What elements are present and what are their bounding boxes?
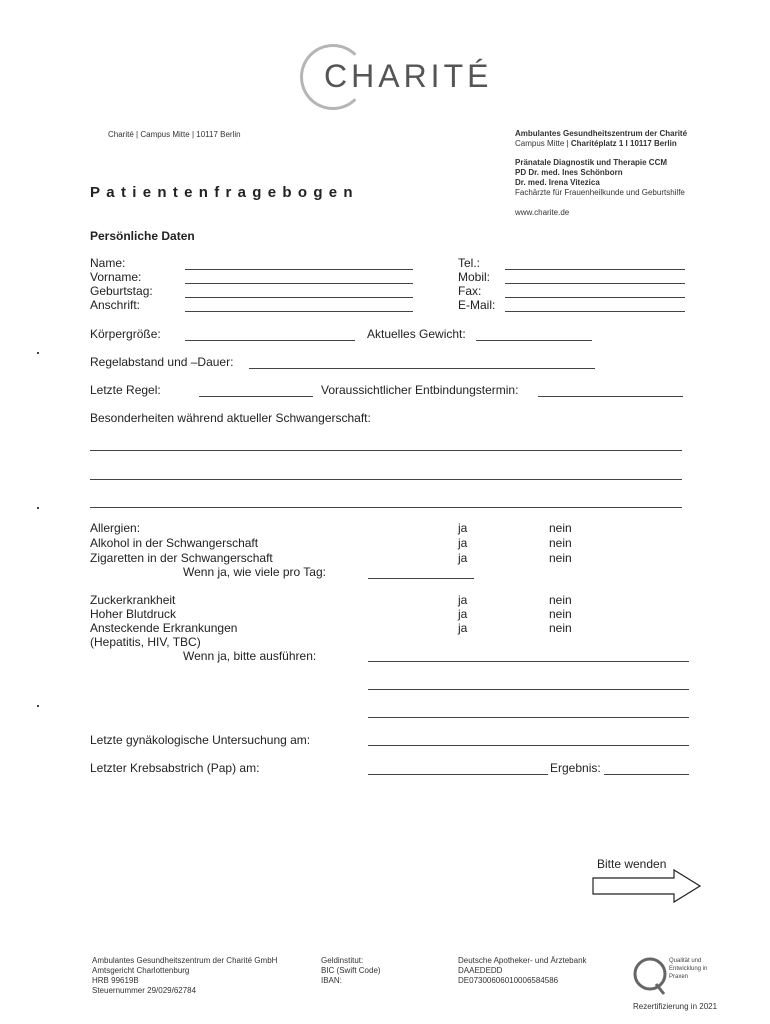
doctor-2: Dr. med. Irena Vitezica <box>515 178 600 187</box>
margin-dot <box>37 705 39 707</box>
due-date-field[interactable] <box>538 396 683 397</box>
details-line-2[interactable] <box>368 689 689 690</box>
certification-note: Rezertifizierung in 2021 <box>633 1002 718 1011</box>
pregnancy-notes-line-2[interactable] <box>90 479 682 480</box>
address-field[interactable] <box>185 311 413 312</box>
specialty: Fachärzte für Frauenheilkunde und Geburtshilfe <box>515 188 685 197</box>
weight-label: Aktuelles Gewicht: <box>367 327 466 341</box>
quality-seal-text <box>669 957 707 981</box>
footer-bank-label: BIC (Swift Code) <box>321 966 381 975</box>
margin-dot <box>37 507 39 509</box>
mobile-field[interactable] <box>505 283 685 284</box>
diabetes-label: Zuckerkrankheit <box>90 593 176 607</box>
birthday-label: Geburtstag: <box>90 284 153 298</box>
department: Pränatale Diagnostik und Therapie CCM <box>515 158 668 167</box>
phone-label: Tel.: <box>458 256 481 270</box>
infectious-label: Ansteckende Erkrankungen <box>90 621 238 635</box>
blood-pressure-label: Hoher Blutdruck <box>90 607 177 621</box>
phone-field[interactable] <box>505 269 685 270</box>
form-title: Patientenfragebogen <box>90 184 359 201</box>
footer-bank-value: DE07300606010006584586 <box>458 976 559 985</box>
doctor-1: PD Dr. med. Ines Schönborn <box>515 168 623 177</box>
details-line-3[interactable] <box>368 717 689 718</box>
result-field[interactable] <box>604 774 689 775</box>
firstname-field[interactable] <box>185 283 413 284</box>
allergies-label: Allergien: <box>90 521 141 535</box>
footer-company-line: Steuernummer 29/029/62784 <box>92 986 197 995</box>
alcohol-no[interactable]: nein <box>549 536 572 550</box>
mobile-label: Mobil: <box>458 270 491 284</box>
campus-address <box>515 139 677 149</box>
allergies-yes[interactable]: ja <box>458 521 468 535</box>
footer-company-line: Ambulantes Gesundheitszentrum der Charité GmbH <box>92 956 278 965</box>
campus-prefix: Campus Mitte | <box>515 139 571 148</box>
section-heading: Persönliche Daten <box>90 229 195 243</box>
cigarettes-per-day-field[interactable] <box>368 578 474 579</box>
footer-bank-label: IBAN: <box>321 976 342 985</box>
pregnancy-notes-label: Besonderheiten während aktueller Schwangerschaft: <box>90 411 371 425</box>
due-date-label: Voraussichtlicher Entbindungstermin: <box>321 383 519 397</box>
infectious-examples: (Hepatitis, HIV, TBC) <box>90 635 201 649</box>
address-left-sep: | <box>191 130 195 139</box>
cycle-field[interactable] <box>249 368 595 369</box>
cigarettes-yes[interactable]: ja <box>458 551 468 565</box>
footer-company-line: HRB 99619B <box>92 976 139 985</box>
allergies-no[interactable]: nein <box>549 521 572 535</box>
quality-seal-line: Praxen <box>669 974 689 980</box>
margin-dot <box>37 352 39 354</box>
email-label: E-Mail: <box>458 298 496 312</box>
fax-label: Fax: <box>458 284 482 298</box>
last-period-field[interactable] <box>199 396 313 397</box>
footer-bank-value: Deutsche Apotheker- und Ärztebank <box>458 956 587 965</box>
org-name: Ambulantes Gesundheitszentrum der Charité <box>515 129 688 138</box>
diabetes-no[interactable]: nein <box>549 593 572 607</box>
pap-label: Letzter Krebsabstrich (Pap) am: <box>90 761 260 775</box>
cigarettes-label: Zigaretten in der Schwangerschaft <box>90 551 273 565</box>
campus-street: Charitéplatz 1 I 10117 Berlin <box>570 139 677 148</box>
name-field[interactable] <box>185 269 413 270</box>
result-label: Ergebnis: <box>550 761 601 775</box>
pap-date-field[interactable] <box>368 774 548 775</box>
website[interactable]: www.charite.de <box>515 208 570 217</box>
alcohol-label: Alkohol in der Schwangerschaft <box>90 536 259 550</box>
address-left <box>108 130 241 140</box>
infectious-yes[interactable]: ja <box>458 621 468 635</box>
turn-over-label: Bitte wenden <box>597 857 667 871</box>
blood-pressure-no[interactable]: nein <box>549 607 572 621</box>
logo-text: CHARITÉ <box>324 58 493 94</box>
footer-bank-values <box>458 956 587 986</box>
footer-company <box>92 956 277 996</box>
email-field[interactable] <box>505 311 685 312</box>
height-field[interactable] <box>185 340 355 341</box>
quality-seal-icon <box>630 954 670 998</box>
details-line-1[interactable] <box>368 661 689 662</box>
address-left-part: Campus Mitte <box>140 130 190 139</box>
footer-company-line: Amtsgericht Charlottenburg <box>92 966 190 975</box>
height-label: Körpergröße: <box>90 327 161 341</box>
address-left-sep: | <box>136 130 139 139</box>
cigarettes-per-day-label: Wenn ja, wie viele pro Tag: <box>183 565 326 579</box>
infectious-no[interactable]: nein <box>549 621 572 635</box>
birthday-field[interactable] <box>185 297 413 298</box>
footer-bank-labels <box>321 956 381 986</box>
pregnancy-notes-line-3[interactable] <box>90 507 682 508</box>
gyn-exam-label: Letzte gynäkologische Untersuchung am: <box>90 733 311 747</box>
blood-pressure-yes[interactable]: ja <box>458 607 468 621</box>
details-label: Wenn ja, bitte ausführen: <box>183 649 317 663</box>
fax-field[interactable] <box>505 297 685 298</box>
arrow-right-icon <box>592 868 702 904</box>
firstname-label: Vorname: <box>90 270 142 284</box>
address-left-part: Charité <box>108 130 134 139</box>
cycle-label: Regelabstand und –Dauer: <box>90 355 234 369</box>
last-period-label: Letzte Regel: <box>90 383 161 397</box>
diabetes-yes[interactable]: ja <box>458 593 468 607</box>
address-label: Anschrift: <box>90 298 141 312</box>
name-label: Name: <box>90 256 126 270</box>
quality-seal-line: Entwicklung in <box>669 966 708 972</box>
cigarettes-no[interactable]: nein <box>549 551 572 565</box>
gyn-exam-field[interactable] <box>368 745 689 746</box>
pregnancy-notes-line-1[interactable] <box>90 450 682 451</box>
footer-bank-label: Geldinstitut: <box>321 956 364 965</box>
quality-seal-line: Qualität und <box>669 958 702 964</box>
alcohol-yes[interactable]: ja <box>458 536 468 550</box>
footer-bank-value: DAAEDEDD <box>458 966 503 975</box>
weight-field[interactable] <box>476 340 592 341</box>
address-left-part: 10117 Berlin <box>196 130 241 139</box>
